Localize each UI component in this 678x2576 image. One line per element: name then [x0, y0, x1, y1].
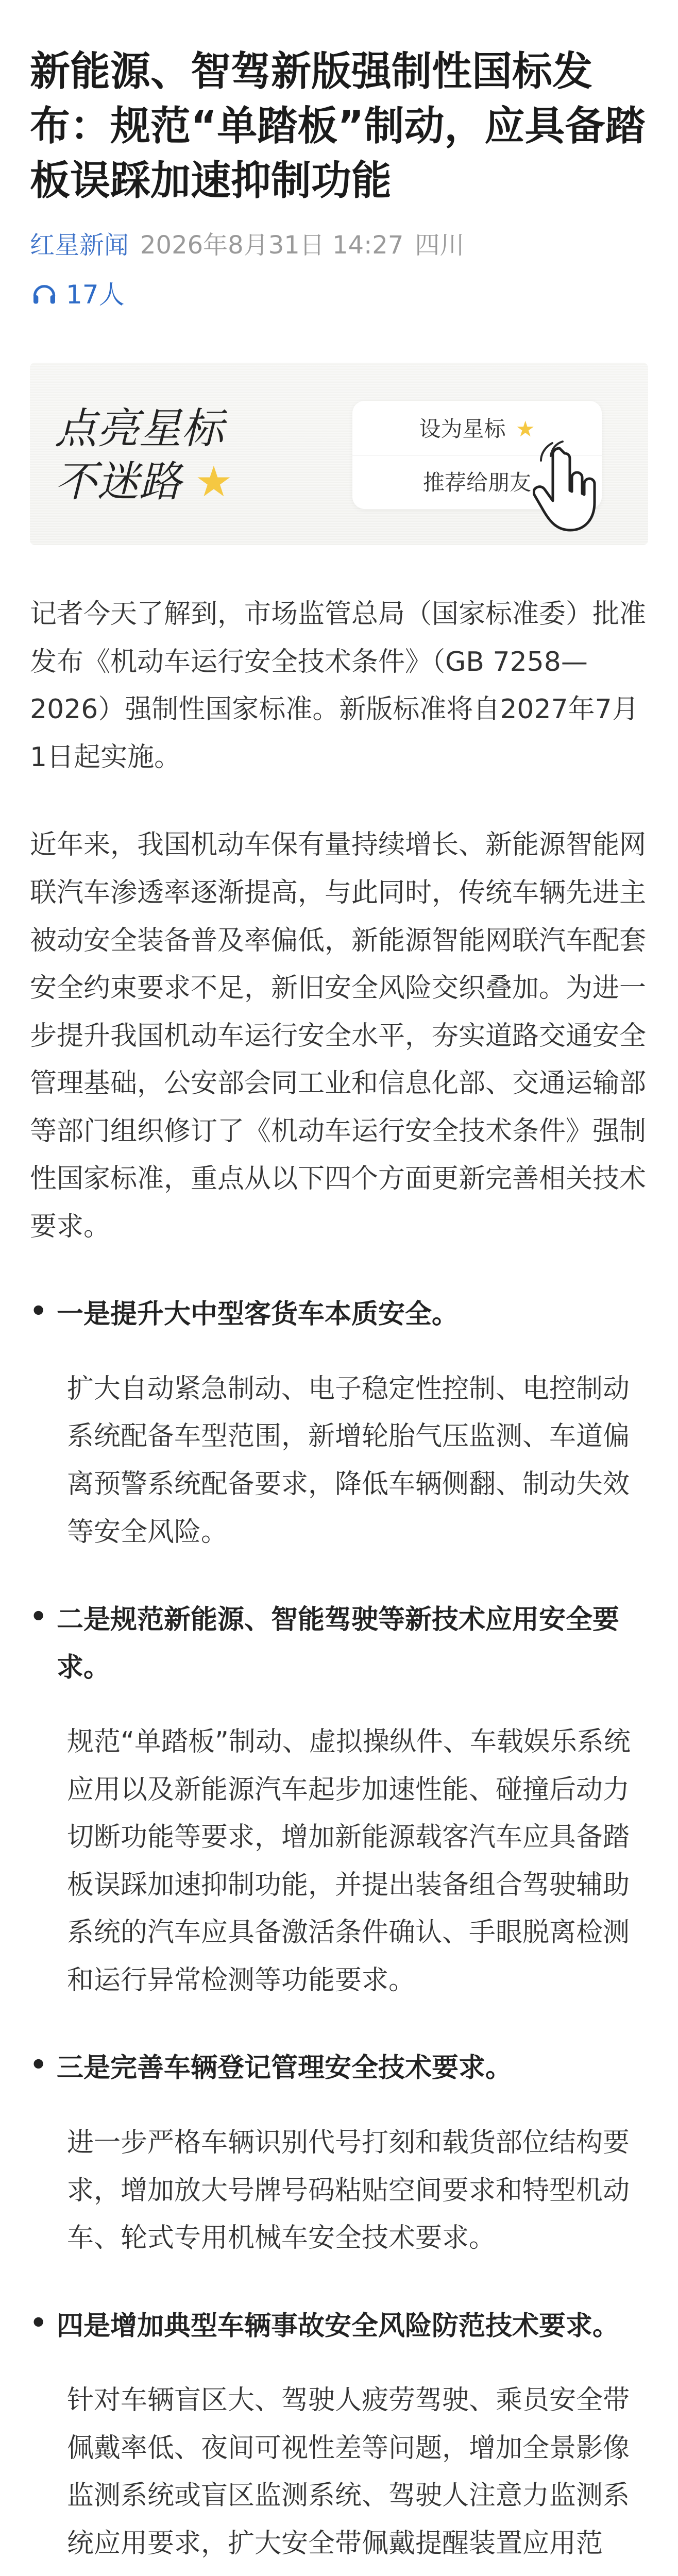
section-3-title: 三是完善车辆登记管理安全技术要求。 [57, 2053, 513, 2084]
star-follow-banner[interactable] [30, 363, 648, 545]
section-3 [30, 2044, 648, 2262]
bullet-icon: • [30, 2307, 47, 2338]
publish-datetime: 2026年8月31日 14:27 [140, 231, 404, 260]
promo-line-2: 不迷路 [55, 457, 181, 506]
section-4 [30, 2302, 648, 2576]
publish-location: 四川 [415, 231, 465, 260]
section-1-title: 一是提升大中型客货车本质安全。 [57, 1299, 459, 1330]
paragraph-1: 记者今天了解到，市场监管总局（国家标准委）批准发布《机动车运行安全技术条件》（GB 7258—2026）强制性国家标准。新版标准将自2027年7月1日起实施。 [30, 599, 647, 773]
section-2-title: 二是规范新能源、智能驾驶等新技术应用安全要求。 [57, 1604, 620, 1683]
section-4-heading [30, 2302, 648, 2350]
section-1-body: 扩大自动紧急制动、电子稳定性控制、电控制动系统配备车型范围，新增轮胎气压监测、车道偏离预警系统配备要求，降低车辆侧翻、制动失效等安全风险。 [67, 1373, 630, 1548]
section-4-body: 针对车辆盲区大、驾驶人疲劳驾驶、乘员安全带佩戴率低、夜间可视性差等问题，增加全景影像监测系统或盲区监测系统、驾驶人注意力监测系统应用要求，扩大安全带佩戴提醒装置应用范 [67, 2385, 630, 2559]
article-meta [30, 233, 648, 258]
bullet-icon: • [30, 1601, 47, 1633]
section-1-heading [30, 1291, 648, 1338]
section-3-body: 进一步严格车辆识别代号打刻和载货部位结构要求，增加放大号牌号码粘贴空间要求和特型机动车、轮式专用机械车安全技术要求。 [67, 2127, 630, 2254]
listener-count: 17人 [66, 280, 125, 310]
section-3-heading [30, 2044, 648, 2092]
paragraph-2: 近年来，我国机动车保有量持续增长、新能源智能网联汽车渗透率逐渐提高，与此同时，传统车辆先进主被动安全装备普及率偏低，新能源智能网联汽车配套安全约束要求不足，新旧安全风险交织叠加。为进一步提升我国机动车运行安全水平，夯实道路交通安全管理基础，公安部会同工业和信息化部、交通运输部等部门组织修订了《机动车运行安全技术条件》强制性国家标准，重点从以下四个方面更新完善相关技术要求。 [30, 829, 647, 1242]
set-star-label: 设为星标 [419, 416, 506, 442]
section-2-body: 规范“单踏板”制动、虚拟操纵件、车载娱乐系统应用以及新能源汽车起步加速性能、碰撞后动力切断功能等要求，增加新能源载客汽车应具备踏板误踩加速抑制功能，并提出装备组合驾驶辅助系统的汽车应具备激活条件确认、手眼脱离检测和运行异常检测等功能要求。 [67, 1726, 631, 1996]
recommend-label: 推荐给朋友 [422, 470, 531, 496]
section-4-title: 四是增加典型车辆事故安全风险防范技术要求。 [57, 2310, 620, 2342]
promo-line-2-wrap [55, 456, 233, 509]
tap-hand-icon [533, 436, 610, 534]
audio-listeners[interactable] [30, 280, 648, 309]
article-body [30, 590, 648, 2576]
source-link[interactable]: 红星新闻 [30, 231, 129, 260]
star-icon: ★ [195, 457, 233, 506]
headphone-icon [30, 280, 59, 309]
section-2 [30, 1596, 648, 2004]
star-follow-copy [55, 403, 233, 509]
promo-line-1: 点亮星标 [55, 404, 224, 454]
bullet-icon: • [30, 1296, 47, 1327]
section-2-heading [30, 1596, 648, 1691]
small-star-icon: ★ [515, 416, 535, 442]
article-title: 新能源、智驾新版强制性国标发布：规范“单踏板”制动，应具备踏板误踩加速抑制功能 [30, 48, 646, 205]
bullet-icon: • [30, 2049, 47, 2081]
section-1 [30, 1291, 648, 1556]
